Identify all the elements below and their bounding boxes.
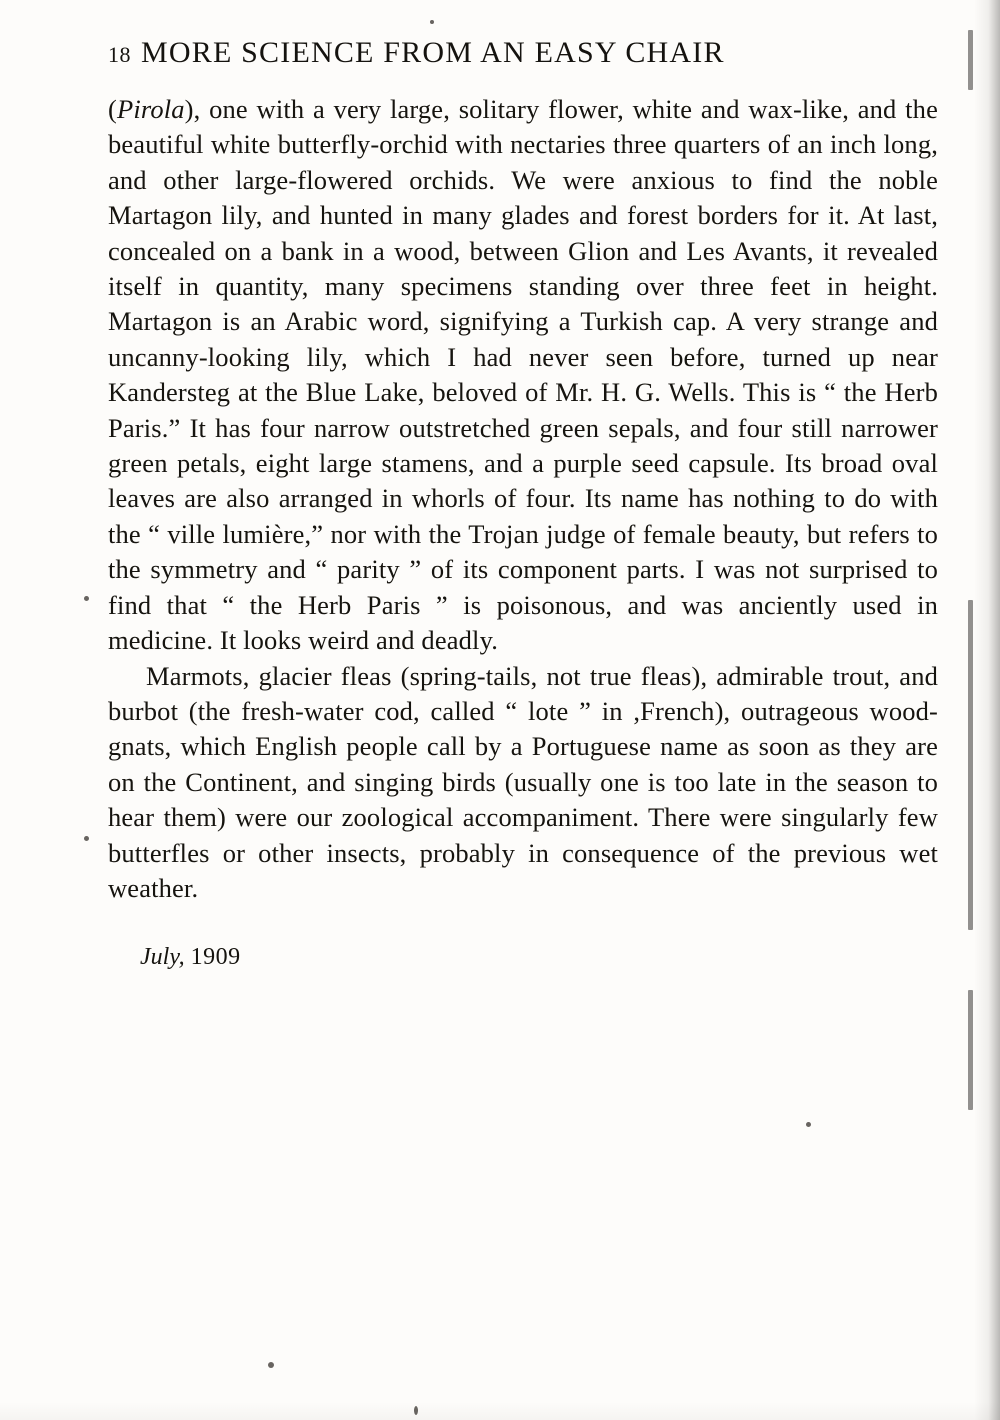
binding-mark-top: [968, 30, 973, 90]
scan-speck: [430, 20, 434, 24]
page-edge-shadow-right: [974, 0, 1000, 1420]
genus-name-italic: Pirola: [116, 94, 185, 124]
folio-number: 18: [108, 42, 131, 67]
scan-speck: [414, 1406, 418, 1415]
page-header: [108, 36, 938, 70]
scan-speck: [84, 596, 89, 601]
page-content: [108, 36, 938, 971]
binding-mark-middle: [968, 600, 973, 930]
signature-year: 1909: [190, 944, 241, 971]
date-signature: [140, 944, 938, 971]
body-paragraph: Marmots, glacier fleas (spring-tails, not true fleas), admirable trout, and burbot (the fresh-water cod, called “ lote ” in ,French), outrageous wood-gnats, which English people call by a Portuguese name as soon as they are on the Continent, and singing birds (usually one is too late in the season to hear them) were our zoological accompaniment. There were singularly few butterfles or other insects, probably in consequence of the previous wet weather.: [108, 660, 938, 903]
scan-speck: [84, 836, 89, 841]
signature-month: July,: [140, 944, 185, 971]
page-edge-shadow-bottom: [0, 1402, 1000, 1420]
body-paragraph: (Pirola), one with a very large, solitary flower, white and wax-like, and the beautiful white butterfly-orchid with nectaries three quarters of an inch long, and other large-flowered orchids. We were anxious to find the noble Martagon lily, and hunted in many glades and forest borders for it. At last, concealed on a bank in a wood, between Glion and Les Avants, it revealed itself in quantity, many specimens standing over three feet in height. Martagon is an Arabic word, signifying a Turkish cap. A very strange and uncanny-looking lily, which I had never seen before, turned up near Kandersteg at the Blue Lake, beloved of Mr. H. G. Wells. This is “ the Herb Paris.” It has four narrow outstretched green sepals, and four still narrower green petals, eight large stamens, and a purple seed capsule. Its broad oval leaves are also arranged in whorls of four. Its name has nothing to do with the “ ville lumière,” nor with the Trojan judge of female beauty, but refers to the symmetry and “ parity ” of its component parts. I was not surprised to find that “ the Herb Paris ” is poisonous, and was anciently used in medicine. It looks weird and deadly.: [108, 94, 938, 656]
binding-mark-lower: [968, 990, 973, 1110]
scan-speck: [268, 1362, 274, 1368]
running-head-title: MORE SCIENCE FROM AN EASY CHAIR: [141, 36, 725, 69]
scan-speck: [806, 1122, 811, 1127]
